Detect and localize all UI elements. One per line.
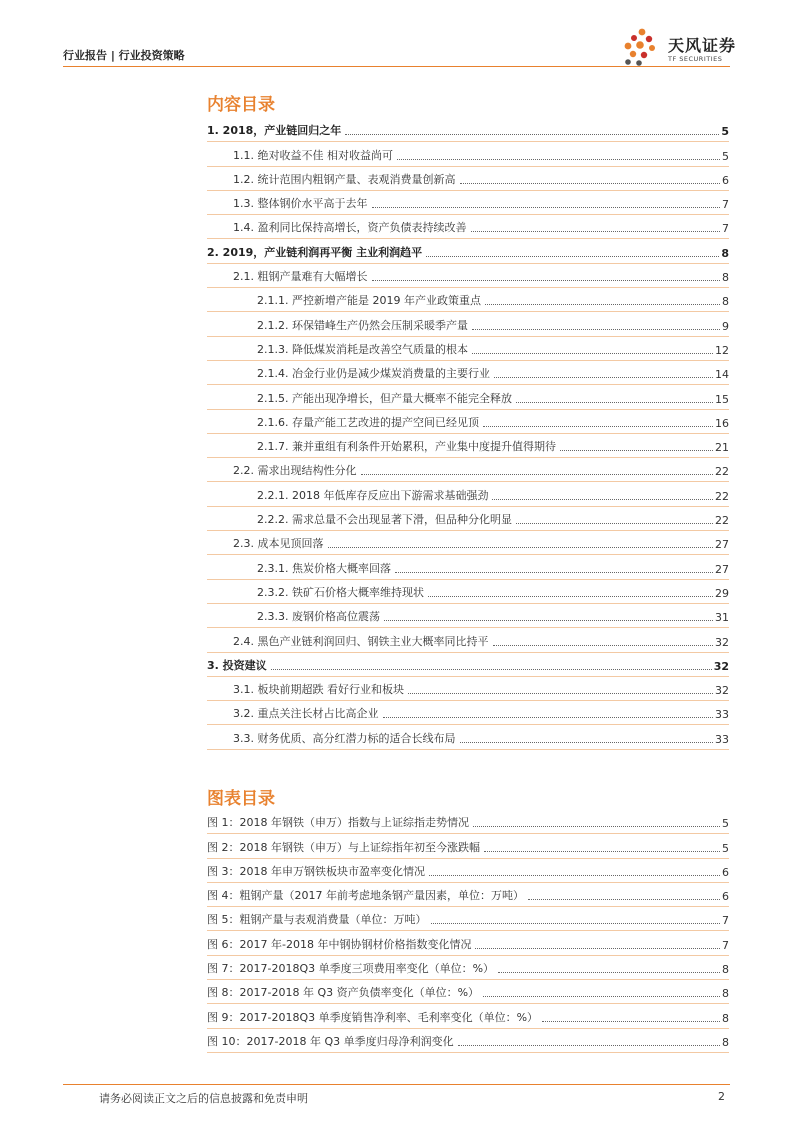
toc-entry[interactable] — [207, 410, 729, 434]
toc-entry-page: 32 — [715, 684, 729, 698]
toc-entry-page: 22 — [715, 489, 729, 503]
figure-entry-page: 7 — [722, 914, 729, 928]
dot-leader — [345, 134, 719, 135]
toc-entry[interactable] — [207, 555, 729, 579]
figure-entry[interactable] — [207, 883, 729, 907]
toc-entry[interactable] — [207, 239, 729, 263]
toc-entry-page: 33 — [715, 708, 729, 722]
dot-leader — [542, 1021, 720, 1022]
dot-leader — [498, 972, 720, 973]
dot-leader — [460, 742, 714, 743]
logo-name: 天风证券 — [668, 36, 737, 55]
dot-leader — [384, 620, 713, 621]
figure-entry[interactable] — [207, 980, 729, 1004]
figure-entry[interactable] — [207, 834, 729, 858]
dot-leader — [426, 256, 719, 257]
toc-entry-page: 16 — [715, 416, 729, 430]
toc-entry-page: 29 — [715, 586, 729, 600]
dot-leader — [516, 402, 713, 403]
toc-entry-page: 8 — [722, 295, 729, 309]
dot-leader — [372, 280, 721, 281]
figure-entry-page: 6 — [722, 890, 729, 904]
header-divider — [63, 66, 730, 67]
toc-entry-page: 12 — [715, 343, 729, 357]
toc-entry-page: 14 — [715, 368, 729, 382]
toc-entry-page: 7 — [722, 198, 729, 212]
figure-entry-label: 图 7：2017-2018Q3 单季度三项费用率变化（单位：%） — [207, 962, 495, 976]
toc-entry[interactable] — [207, 264, 729, 288]
toc-list — [207, 118, 729, 750]
dot-leader — [383, 717, 714, 718]
dot-leader — [494, 377, 713, 378]
figure-entry-label: 图 8：2017-2018 年 Q3 资产负债率变化（单位：%） — [207, 986, 480, 1000]
toc-entry-page: 5 — [722, 149, 729, 163]
figure-entry-page: 5 — [722, 841, 729, 855]
toc-entry-page: 31 — [715, 611, 729, 625]
footer-divider — [63, 1084, 730, 1085]
toc-entry[interactable] — [207, 507, 729, 531]
toc-entry-page: 9 — [722, 319, 729, 333]
toc-entry-label: 1.4. 盈利同比保持高增长，资产负债表持续改善 — [233, 221, 467, 235]
figure-entry-page: 5 — [722, 817, 729, 831]
report-category: 行业报告 | 行业投资策略 — [63, 49, 185, 62]
toc-entry-label: 2.1.1. 严控新增产能是 2019 年产业政策重点 — [257, 294, 481, 308]
toc-entry[interactable] — [207, 653, 729, 677]
figure-entry[interactable] — [207, 859, 729, 883]
toc-entry-page: 5 — [721, 125, 729, 139]
toc-entry[interactable] — [207, 167, 729, 191]
dot-leader — [493, 645, 714, 646]
toc-entry[interactable] — [207, 458, 729, 482]
figure-entry-label: 图 1：2018 年钢铁（申万）指数与上证综指走势情况 — [207, 816, 469, 830]
dot-leader — [431, 923, 721, 924]
dot-leader — [560, 450, 713, 451]
toc-entry-page: 8 — [721, 246, 729, 260]
figures-list — [207, 810, 729, 1053]
dot-leader — [472, 353, 713, 354]
toc-entry[interactable] — [207, 215, 729, 239]
toc-entry[interactable] — [207, 701, 729, 725]
toc-entry-page: 21 — [715, 441, 729, 455]
toc-entry-page: 6 — [722, 173, 729, 187]
toc-entry[interactable] — [207, 312, 729, 336]
toc-entry-label: 3.2. 重点关注长材占比高企业 — [233, 707, 379, 721]
figure-entry-page: 8 — [722, 963, 729, 977]
toc-entry-page: 22 — [715, 465, 729, 479]
toc-entry-page: 32 — [715, 635, 729, 649]
toc-entry-label: 2.4. 黑色产业链利润回归、钢铁主业大概率同比持平 — [233, 634, 489, 648]
toc-entry[interactable] — [207, 118, 729, 142]
dot-leader — [473, 826, 720, 827]
toc-entry[interactable] — [207, 531, 729, 555]
toc-entry-label: 2.1.6. 存量产能工艺改进的提产空间已经见顶 — [257, 415, 479, 429]
toc-entry-label: 3.3. 财务优质、高分红潜力标的适合长线布局 — [233, 731, 456, 745]
dot-leader — [429, 875, 720, 876]
dot-leader — [395, 572, 713, 573]
toc-entry[interactable] — [207, 385, 729, 409]
figures-title: 图表目录 — [207, 789, 275, 809]
toc-entry[interactable] — [207, 677, 729, 701]
toc-entry-label: 2.3.1. 焦炭价格大概率回落 — [257, 561, 391, 575]
toc-entry[interactable] — [207, 288, 729, 312]
toc-entry-label: 2.1.3. 降低煤炭消耗是改善空气质量的根本 — [257, 342, 468, 356]
figure-entry[interactable] — [207, 810, 729, 834]
figure-entry-label: 图 3：2018 年申万钢铁板块市盈率变化情况 — [207, 864, 425, 878]
dot-leader — [428, 596, 713, 597]
figure-entry-page: 7 — [722, 938, 729, 952]
dot-leader — [483, 996, 720, 997]
page-number: 2 — [718, 1090, 725, 1103]
toc-entry[interactable] — [207, 580, 729, 604]
figure-entry-label: 图 5：粗钢产量与表观消费量（单位：万吨） — [207, 913, 427, 927]
toc-entry-page: 27 — [715, 538, 729, 552]
dot-leader — [471, 231, 721, 232]
figure-entry[interactable] — [207, 907, 729, 931]
dot-leader — [492, 499, 713, 500]
toc-entry-label: 2.1.4. 冶金行业仍是减少煤炭消费量的主要行业 — [257, 367, 490, 381]
toc-entry-label: 2.1. 粗钢产量难有大幅增长 — [233, 270, 368, 284]
figure-entry-label: 图 10：2017-2018 年 Q3 单季度归母净利润变化 — [207, 1034, 454, 1048]
figure-entry-label: 图 4：粗钢产量（2017 年前考虑地条钢产量因素，单位：万吨） — [207, 889, 524, 903]
toc-entry-label: 2.3.3. 废钢价格高位震荡 — [257, 610, 380, 624]
figure-entry-page: 8 — [722, 1011, 729, 1025]
toc-entry-label: 1.3. 整体钢价水平高于去年 — [233, 197, 368, 211]
dot-leader — [516, 523, 713, 524]
figure-entry[interactable] — [207, 1029, 729, 1053]
dot-leader — [475, 948, 720, 949]
dot-leader — [271, 669, 712, 670]
figure-entry-label: 图 9：2017-2018Q3 单季度销售净利率、毛利率变化（单位：%） — [207, 1010, 539, 1024]
figure-entry-page: 6 — [722, 865, 729, 879]
toc-entry-label: 1.2. 统计范围内粗钢产量、表观消费量创新高 — [233, 172, 456, 186]
logo-subtitle: TF SECURITIES — [668, 55, 723, 63]
toc-entry[interactable] — [207, 142, 729, 166]
footer-disclaimer: 请务必阅读正文之后的信息披露和免责申明 — [99, 1092, 308, 1105]
dot-leader — [485, 304, 720, 305]
toc-entry[interactable] — [207, 361, 729, 385]
dot-leader — [361, 474, 714, 475]
toc-entry-label: 3.1. 板块前期超跌 看好行业和板块 — [233, 683, 404, 697]
dot-leader — [472, 329, 720, 330]
figure-entry-page: 8 — [722, 987, 729, 1001]
toc-entry-label: 2.3.2. 铁矿石价格大概率维持现状 — [257, 585, 424, 599]
toc-entry-label: 2.3. 成本见顶回落 — [233, 537, 324, 551]
toc-entry-page: 8 — [722, 271, 729, 285]
figure-entry-label: 图 6：2017 年-2018 年中钢协钢材价格指数变化情况 — [207, 937, 472, 951]
toc-entry-page: 7 — [722, 222, 729, 236]
figure-entry-page: 8 — [722, 1035, 729, 1049]
toc-entry-label: 2. 2019，产业链利润再平衡 主业利润趋平 — [207, 245, 423, 259]
toc-entry-page: 32 — [713, 659, 729, 673]
toc-entry-label: 2.1.7. 兼并重组有利条件开始累积，产业集中度提升值得期待 — [257, 440, 556, 454]
dot-leader — [460, 183, 721, 184]
figure-entry-label: 图 2：2018 年钢铁（申万）与上证综指年初至今涨跌幅 — [207, 840, 480, 854]
dot-leader — [397, 159, 720, 160]
dot-leader — [484, 851, 720, 852]
figure-entry[interactable] — [207, 931, 729, 955]
dot-leader — [372, 207, 721, 208]
toc-entry-label: 3. 投资建议 — [207, 658, 267, 672]
toc-entry[interactable] — [207, 337, 729, 361]
toc-entry-label: 2.2.2. 需求总量不会出现显著下滑，但品种分化明显 — [257, 513, 512, 527]
toc-entry-label: 1.1. 绝对收益不佳 相对收益尚可 — [233, 148, 393, 162]
toc-entry[interactable] — [207, 434, 729, 458]
toc-title: 内容目录 — [207, 95, 275, 115]
toc-entry-label: 2.1.2. 环保错峰生产仍然会压制采暖季产量 — [257, 318, 468, 332]
dot-leader — [528, 899, 720, 900]
toc-entry[interactable] — [207, 725, 729, 749]
toc-entry-label: 1. 2018，产业链回归之年 — [207, 124, 342, 138]
toc-entry-label: 2.2.1. 2018 年低库存反应出下游需求基础强劲 — [257, 488, 489, 502]
toc-entry-page: 33 — [715, 732, 729, 746]
toc-entry[interactable] — [207, 604, 729, 628]
dot-leader — [483, 426, 713, 427]
toc-entry-page: 22 — [715, 514, 729, 528]
dot-leader — [328, 547, 714, 548]
toc-entry-page: 27 — [715, 562, 729, 576]
toc-entry[interactable] — [207, 482, 729, 506]
toc-entry-label: 2.2. 需求出现结构性分化 — [233, 464, 357, 478]
figure-entry[interactable] — [207, 1004, 729, 1028]
toc-entry[interactable] — [207, 628, 729, 652]
dot-leader — [408, 693, 713, 694]
toc-entry-label: 2.1.5. 产能出现净增长，但产量大概率不能完全释放 — [257, 391, 512, 405]
dot-leader — [458, 1045, 720, 1046]
toc-entry-page: 15 — [715, 392, 729, 406]
toc-entry[interactable] — [207, 191, 729, 215]
figure-entry[interactable] — [207, 956, 729, 980]
